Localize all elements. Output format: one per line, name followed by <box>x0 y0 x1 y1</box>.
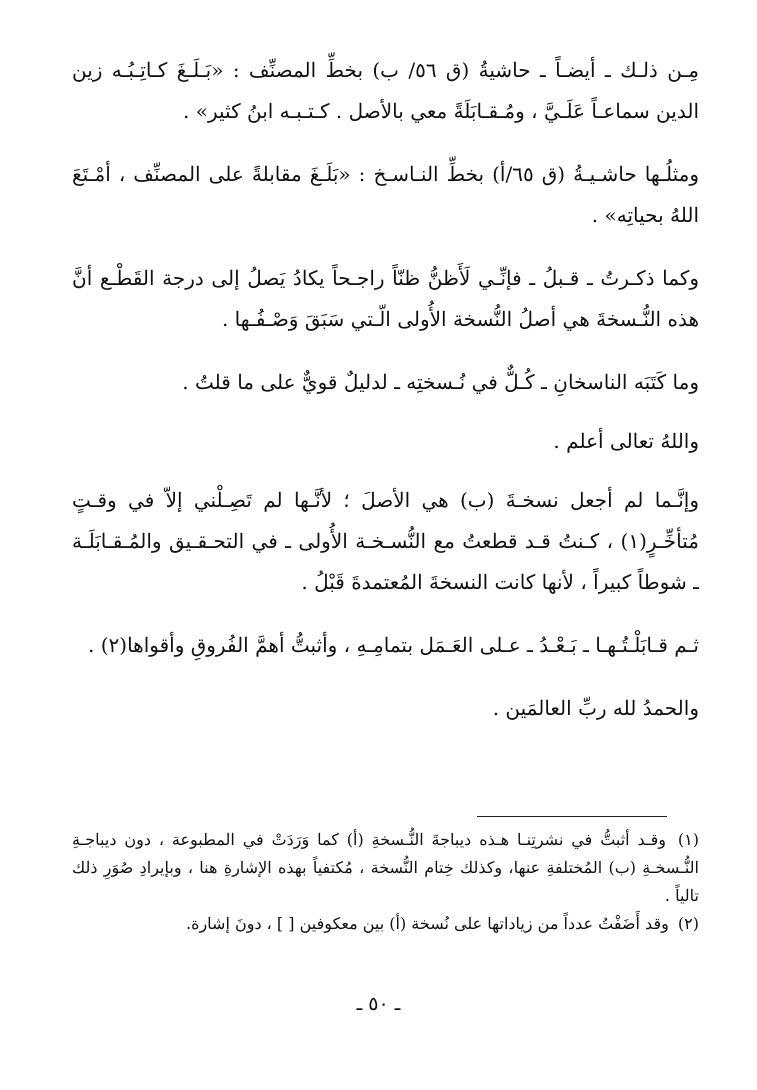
paragraph-4: وما كَتَبَه الناسخانِ ـ كُـلٌّ في نُـسختِه ـ لدليلٌ قويٌّ على ما قلتُ . <box>182 370 699 394</box>
footnote-number: (٢) <box>677 914 699 933</box>
page-number: ـ ٥٠ ـ <box>356 993 401 1015</box>
footnote-text: وقـد أثبتُّ في نشرتِنـا هـذه ديباجةَ النُّـسخةِ (أ) كما وَرَدَتْ في المطبوعة ، دون ديباجـةِ النُّـسخـةِ (ب) المُختلفةِ عنها، وكذلك خِتام النُّسخة ، مُكتفياً بهذه الإشارةِ هنا ، وبإيرادِ صُوَرِ ذلك تالياً . <box>72 830 699 905</box>
footnote-separator <box>477 816 667 817</box>
footnote-number: (١) <box>677 830 699 849</box>
paragraph-1: مِـن ذلـك ـ أيضـاً ـ حاشيةُ (ق ٥٦/ ب) بخطِّ المصنِّف : «بَـلَـغَ كـاتِـبُـه زين الدين سماعـاً عَلَـيَّ ، ومُـقـابَلَةً معي بالأصل . كـتـبـه ابنُ كثير» . <box>72 58 699 123</box>
footnote-1 <box>72 826 699 910</box>
paragraph-2: ومثلُـها حاشـيـةُ (ق ٦٥/أ) بخطِّ النـاسـخ : «بَلَـغَ مقابلةً على المصنِّف ، أمْـتَعَ اللهُ بحياتِه» . <box>72 162 699 227</box>
paragraph-8: والحمدُ لله ربِّ العالمَين . <box>492 696 699 720</box>
footnotes <box>72 826 699 938</box>
paragraph-7: ثـم قـابَلْـتُـهـا ـ بَـعْـدُ ـ عـلى العَـمَل بتمامِـهِ ، وأثبتُّ أهمَّ الفُروقِ وأقواها(٢) . <box>88 633 699 657</box>
main-text <box>72 50 699 751</box>
paragraph-6: وإنَّـما لم أجعل نسخـةَ (ب) هي الأصلَ ؛ لأنَّـها لم تَصِـلْني إلاّ في وقـتٍ مُتأخِّـرٍ(١) ، كـنتُ قـد قطعتُ مع النُّسـخـة الأُولى ـ في التحـقـيق والمُـقـابَلَـة ـ شوطاً كبيراً ، لأنها كانت النسخةَ المُعتمدةَ قَبْلُ . <box>72 488 699 594</box>
footnote-2 <box>72 910 699 938</box>
paragraph-3: وكما ذكـرتُ ـ قـبلُ ـ فإنِّـي لَأَظنُّ ظنّاً راجـحاً يكادُ يَصلُ إلى درجة القَطْـع أنَّ هذه النُّـسخةَ هي أصلُ النُّسخة الأُولى الّـتي سَبَقَ وَصْـفُـها . <box>72 266 699 331</box>
paragraph-5: واللهُ تعالى أعلم . <box>553 429 699 453</box>
footnote-text: وقد أَضَفْتُ عدداً من زياداتها على نُسخة (أ) بين معكوفين [ ] ، دونَ إشارة. <box>185 914 669 933</box>
